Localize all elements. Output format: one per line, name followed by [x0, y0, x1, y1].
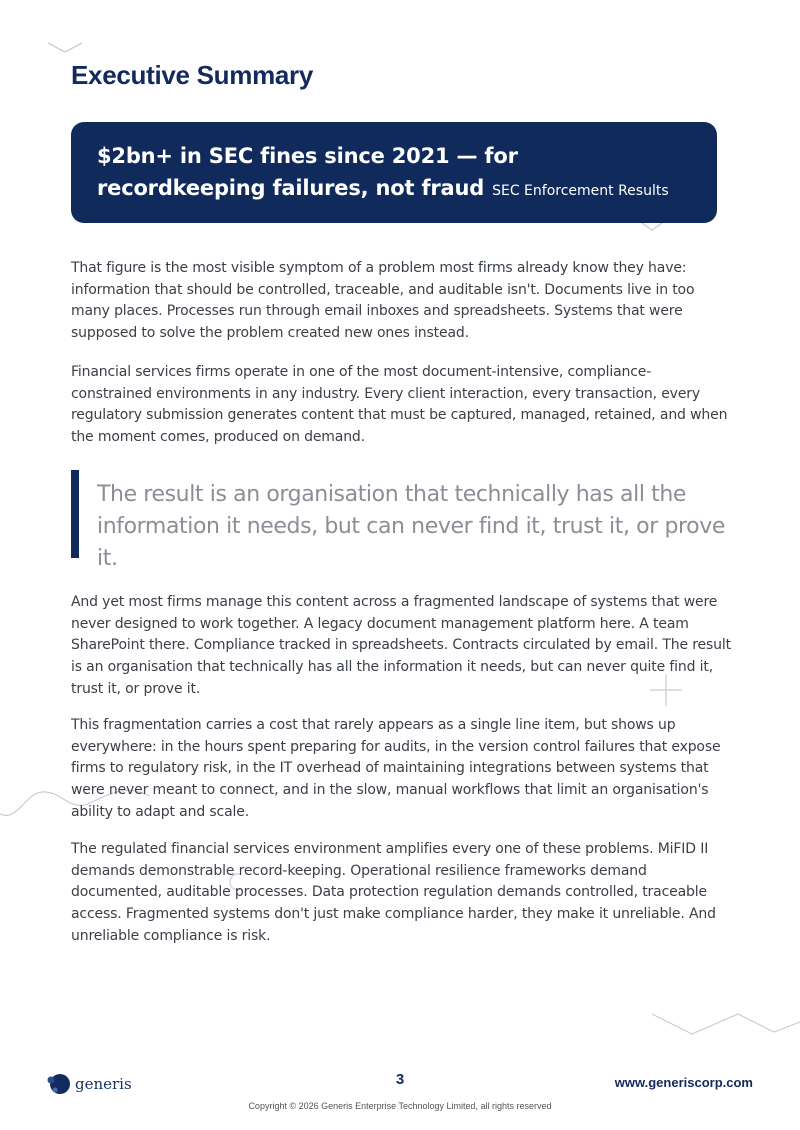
callout-source: SEC Enforcement Results	[492, 183, 669, 199]
zigzag-decoration	[650, 1008, 800, 1038]
logo-text: generis	[75, 1075, 132, 1093]
page-title: Executive Summary	[71, 60, 314, 90]
pull-quote-bar	[71, 470, 79, 558]
stat-callout	[71, 122, 717, 223]
body-paragraph-4: This fragmentation carries a cost that rarely appears as a single line item, but shows up everywhere: in the hours spent preparing for audits, in the version control failures that expose firms to regulatory risk, in the IT overhead of maintaining integrations between systems that were never meant to connect, and in the slow, manual workflows that limit an organisation's ability to adapt and scale.	[71, 717, 721, 820]
body-paragraph-3: And yet most firms manage this content across a fragmented landscape of systems that were never designed to work together. A legacy document management platform here. A team SharePoint there. Compliance tracked in spreadsheets. Contracts circulated by email. The result is an organisation that technically has all the information it needs, but can never quite find it, trust it, or prove it.	[71, 594, 731, 697]
footer-logo	[46, 1072, 132, 1096]
body-paragraph-5: The regulated financial services environment amplifies every one of these problems. MiFID II demands demonstrable record-keeping. Operational resilience frameworks demand documented, auditable processes. Data protection regulation demands controlled, traceable access. Fragmented systems don't just make compliance harder, they make it unreliable. And unreliable compliance is risk.	[71, 841, 716, 944]
page-number: 3	[395, 1071, 405, 1088]
copyright-notice: Copyright © 2026 Generis Enterprise Technology Limited, all rights reserved	[248, 1101, 552, 1111]
generis-logo-icon	[46, 1072, 72, 1096]
pull-quote: The result is an organisation that technically has all the information it needs, but can never find it, trust it, or prove it.	[97, 482, 725, 571]
top-chevron-decoration	[46, 40, 86, 56]
callout-headline: $2bn+ in SEC fines since 2021 — for recordkeeping failures, not fraud	[97, 144, 518, 200]
website-link[interactable]: www.generiscorp.com	[614, 1075, 753, 1090]
callout-chevron-decoration	[640, 222, 664, 234]
body-paragraph-2: Financial services firms operate in one of the most document-intensive, compliance-constrained environments in any industry. Every client interaction, every transaction, every regulatory submission generates content that must be captured, managed, retained, and when the moment comes, produced on demand.	[71, 364, 728, 446]
body-paragraph-1: That figure is the most visible symptom of a problem most firms already know they have: information that should be controlled, traceable, and auditable isn't. Documents live in too many places. Processes run through email inboxes and spreadsheets. Systems that were supposed to solve the problem created new ones instead.	[71, 260, 695, 342]
